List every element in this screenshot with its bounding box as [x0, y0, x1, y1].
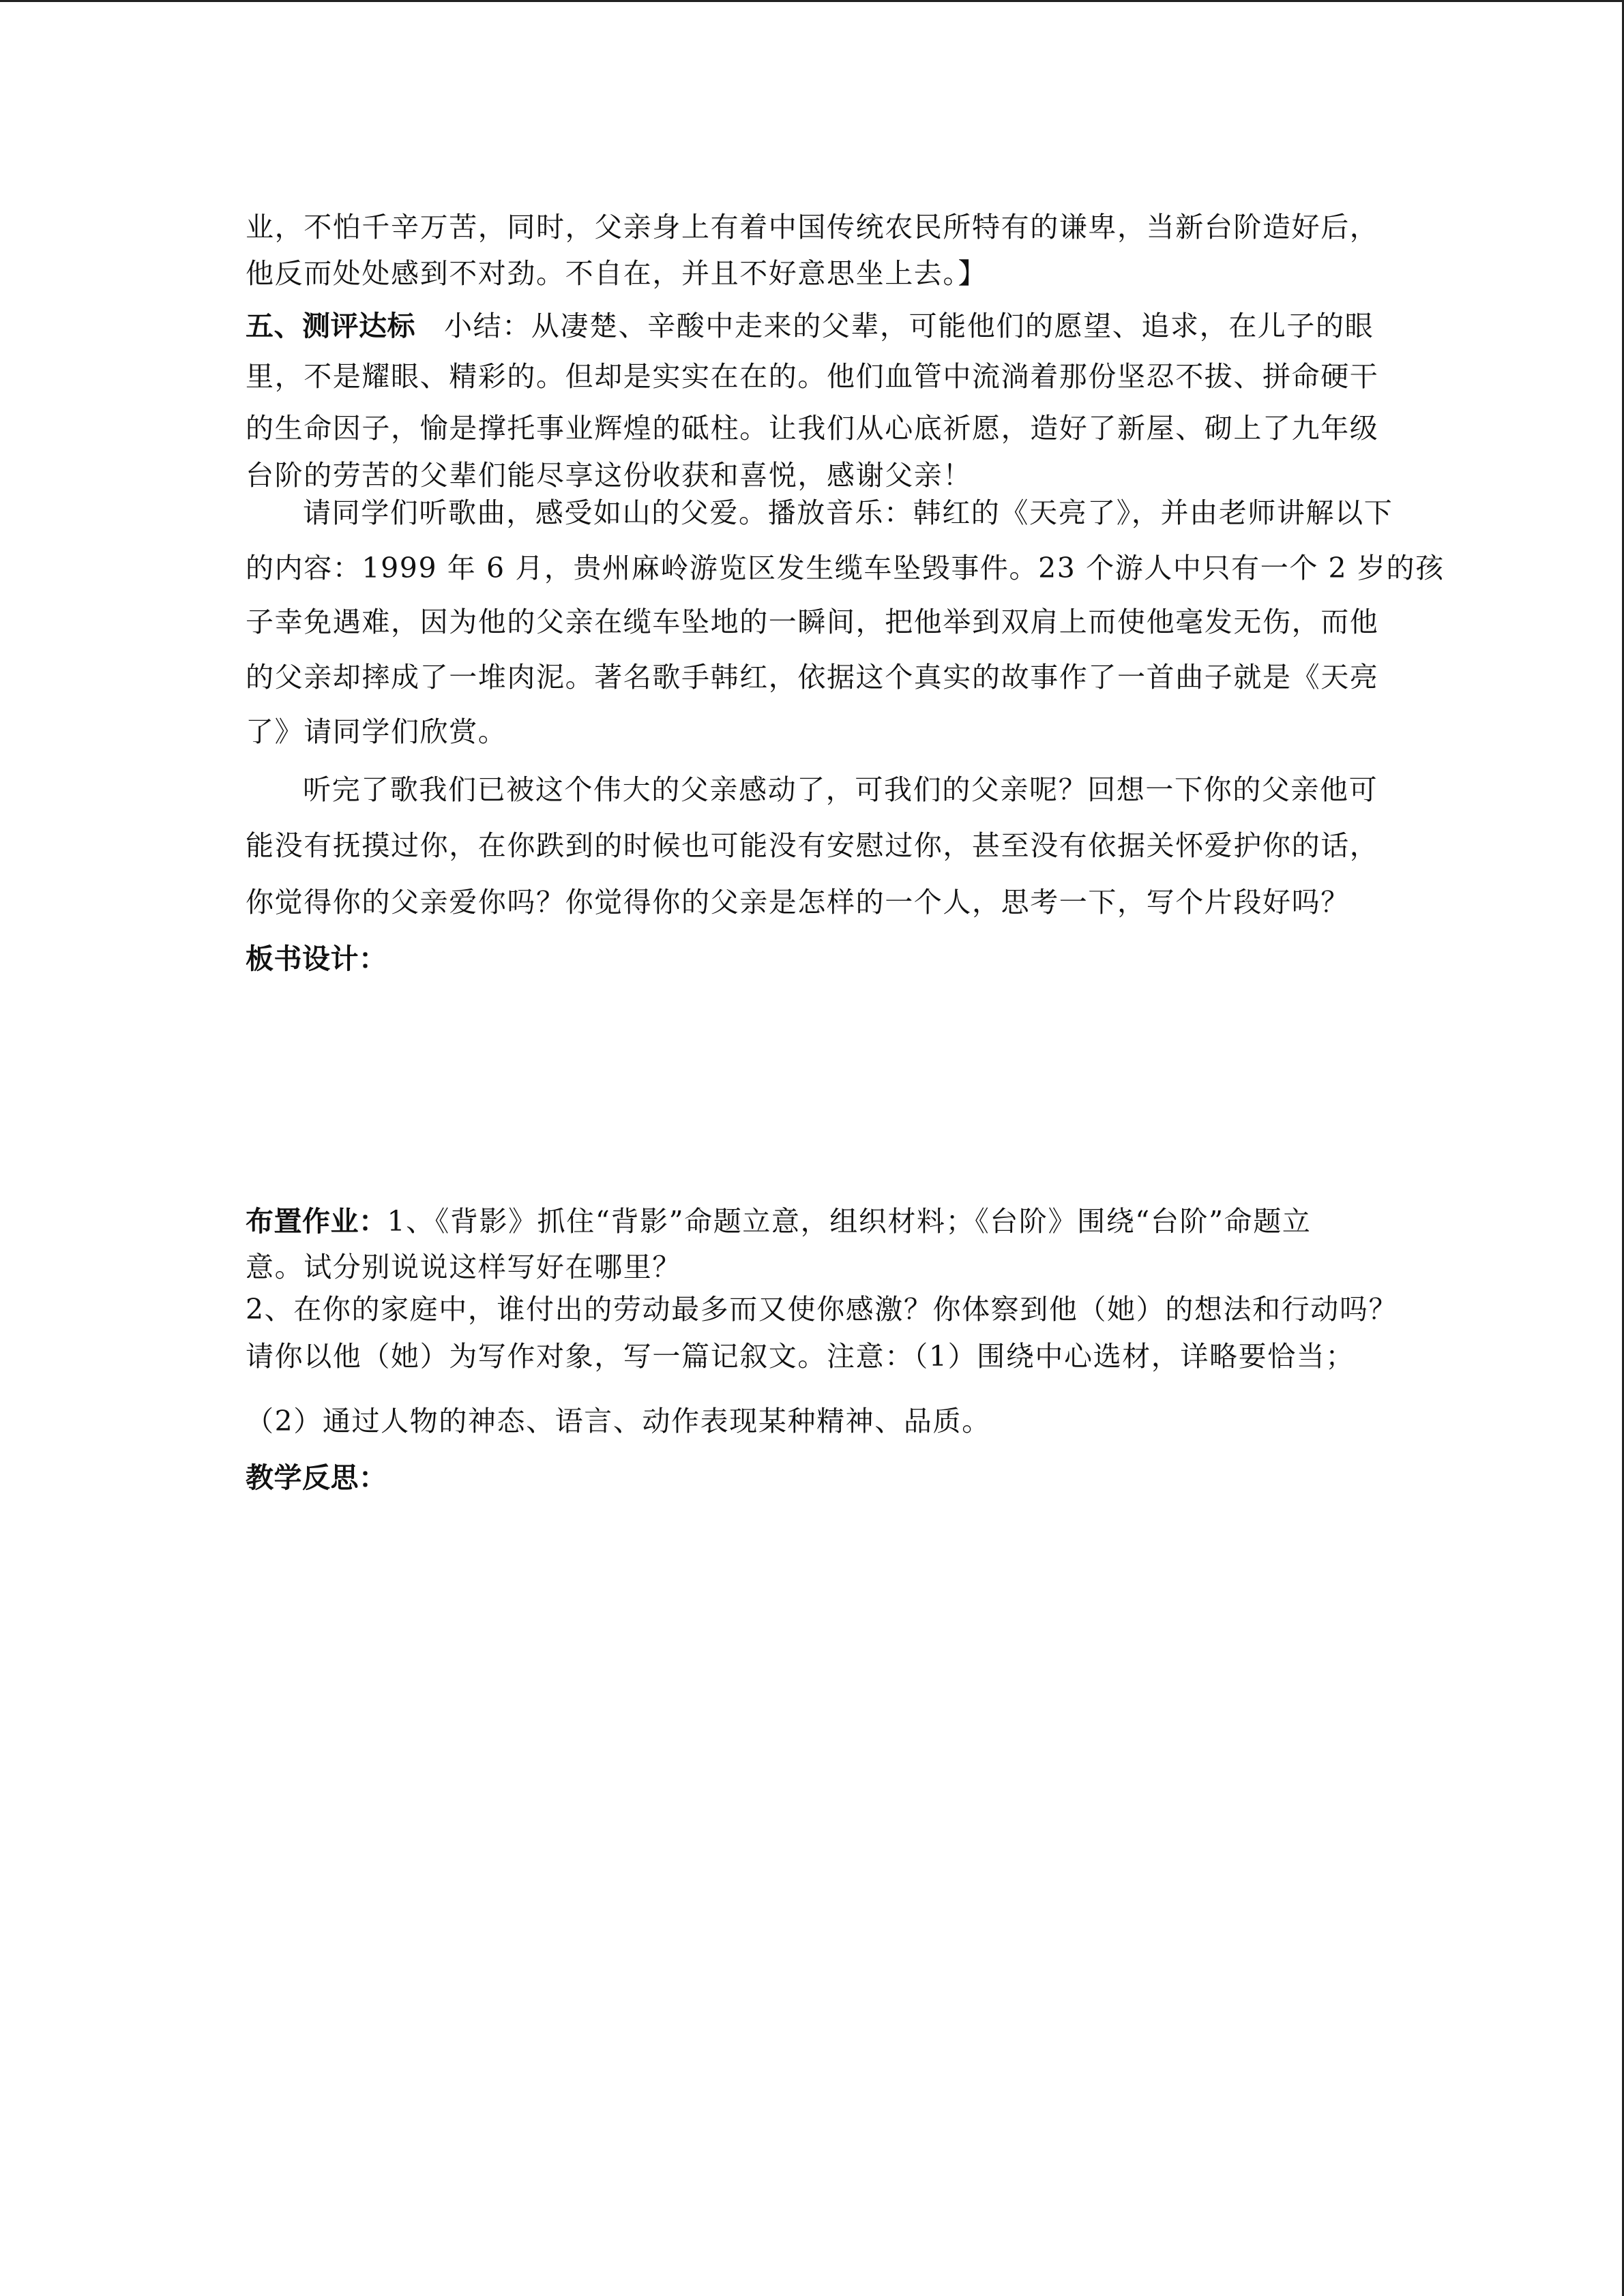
teaching-reflection-heading: 教学反思：: [246, 1461, 387, 1494]
music-paragraph-line: 子幸免遇难，因为他的父亲在缆车坠地的一瞬间，把他举到双肩上而使他毫发无伤，而他: [246, 606, 1379, 638]
board-design-heading: 板书设计：: [246, 942, 387, 975]
homework-line: 意。试分别说说这样写好在哪里？: [246, 1251, 681, 1283]
music-paragraph-line: 的父亲却摔成了一堆肉泥。著名歌手韩红，依据这个真实的故事作了一首曲子就是《天亮: [246, 661, 1379, 694]
reflection-paragraph-line: 能没有抚摸过你，在你跌到的时候也可能没有安慰过你，甚至没有依据关怀爱护你的话，: [246, 829, 1379, 862]
paragraph-continuation-line: 业，不怕千辛万苦，同时，父亲身上有着中国传统农民所特有的谦卑，当新台阶造好后，: [246, 211, 1379, 243]
homework-line: 请你以他（她）为写作对象，写一篇记叙文。注意：（1）围绕中心选材，详略要恰当；: [246, 1340, 1355, 1373]
section-evaluation-heading: 五、测评达标: [246, 310, 415, 342]
homework-line: （2）通过人物的神态、语言、动作表现某种精神、品质。: [246, 1405, 991, 1437]
homework-item-2: 2、在你的家庭中，谁付出的劳动最多而又使你感激？你体察到他（她）的想法和行动吗？: [246, 1293, 1398, 1326]
homework-item-1: 1、《背影》抓住“背影”命题立意，组织材料；《台阶》围绕“台阶”命题立: [387, 1205, 1312, 1238]
reflection-paragraph-line: 听完了歌我们已被这个伟大的父亲感动了，可我们的父亲呢？回想一下你的父亲他可: [303, 773, 1378, 806]
homework-line: [246, 1202, 1311, 1240]
music-paragraph-line: 了》请同学们欣赏。: [246, 715, 507, 748]
music-paragraph-line: 请同学们听歌曲，感受如山的父爱。播放音乐：韩红的《天亮了》，并由老师讲解以下: [303, 496, 1393, 529]
music-paragraph-line: 的内容：1999 年 6 月，贵州麻岭游览区发生缆车坠毁事件。23 个游人中只有一个 2 岁的孩: [246, 552, 1445, 584]
paragraph-continuation-line: 他反而处处感到不对劲。不自在，并且不好意思坐上去。】: [246, 257, 988, 290]
homework-heading: 布置作业：: [246, 1205, 387, 1238]
section-evaluation-line: [246, 307, 1374, 345]
reflection-paragraph-line: 你觉得你的父亲爱你吗？你觉得你的父亲是怎样的一个人，思考一下，写个片段好吗？: [246, 886, 1350, 919]
summary-text: 小结：从凄楚、辛酸中走来的父辈，可能他们的愿望、追求，在儿子的眼: [444, 310, 1374, 342]
summary-line: 台阶的劳苦的父辈们能尽享这份收获和喜悦，感谢父亲！: [246, 459, 972, 492]
summary-line: 的生命因子，愉是撑托事业辉煌的砥柱。让我们从心底祈愿，造好了新屋、砌上了九年级: [246, 412, 1379, 445]
summary-line: 里，不是耀眼、精彩的。但却是实实在在的。他们血管中流淌着那份坚忍不拔、拼命硬干: [246, 360, 1379, 393]
